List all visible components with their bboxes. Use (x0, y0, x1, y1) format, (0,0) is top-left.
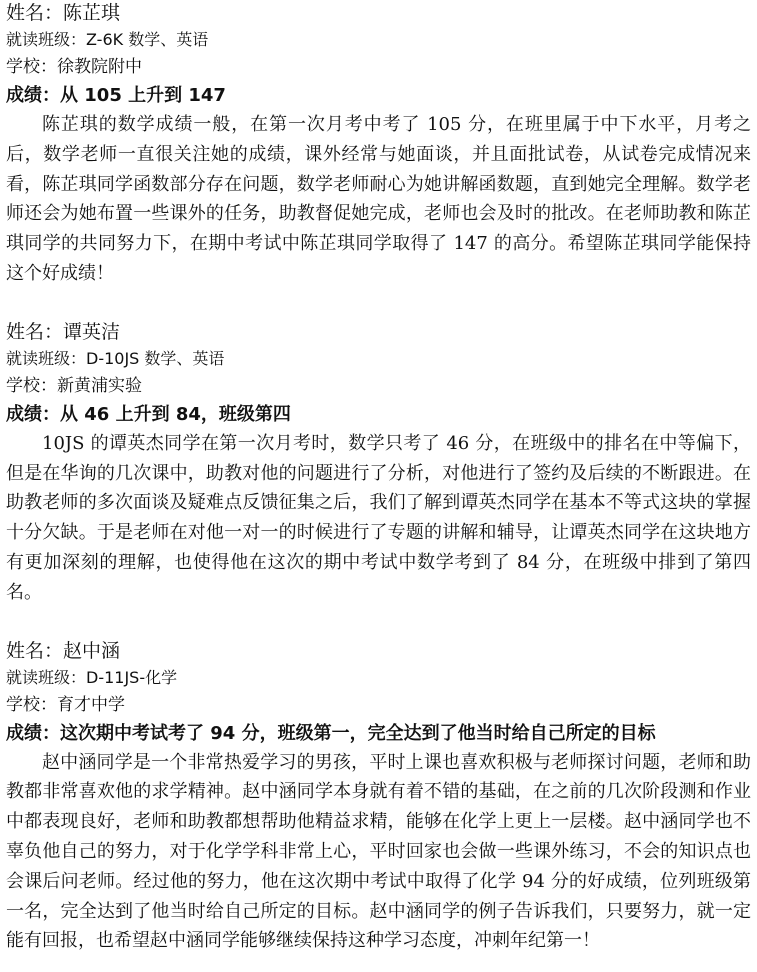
student-score: 成绩：从 46 上升到 84，班级第四 (6, 403, 291, 425)
student-record-2 (6, 319, 751, 608)
spacer (6, 608, 751, 638)
student-paragraph: 10JS 的谭英杰同学在第一次月考时，数学只考了 46 分，在班级中的排名在中等偏下，但是在华询的几次课中，助教对他的问题进行了分析，对他进行了签约及后续的不断跟进。在助教老师的多次面谈及疑难点反馈征集之后，我们了解到谭英杰同学在基本不等式这块的掌握十分欠缺。于是老师在对他一对一的时候进行了专题的讲解和辅导，让谭英杰同学在这块地方有更加深刻的理解，也使得他在这次的期中考试中数学考到了 84 分，在班级中排到了第四名。 (6, 432, 751, 603)
student-name: 姓名：谭英洁 (6, 320, 121, 343)
student-score: 成绩：从 105 上升到 147 (6, 85, 226, 106)
student-school: 学校：徐教院附中 (6, 57, 142, 77)
student-name: 姓名：陈芷琪 (6, 2, 121, 24)
student-paragraph: 陈芷琪的数学成绩一般，在第一次月考中考了 105 分，在班里属于中下水平，月考之后，数学老师一直很关注她的成绩，课外经常与她面谈，并且面批试卷，从试卷完成情况来看，陈芷琪同学函数部分存在问题，数学老师耐心为她讲解函数题，直到她完全理解。数学老师还会为她布置一些课外的任务，助教督促她完成，老师也会及时的批改。在老师助教和陈芷琪同学的共同努力下，在期中考试中陈芷琪同学取得了 147 的高分。希望陈芷琪同学能保持这个好成绩！ (6, 114, 751, 284)
student-class: 就读班级：D-10JS 数学、英语 (6, 348, 225, 368)
student-record-3 (6, 638, 751, 957)
spacer (6, 289, 751, 319)
student-class: 就读班级：D-11JS-化学 (6, 667, 178, 687)
student-class: 就读班级：Z-6K 数学、英语 (6, 30, 209, 49)
student-school: 学校：新黄浦实验 (6, 375, 142, 396)
student-record-1 (6, 0, 751, 289)
student-name: 姓名：赵中涵 (6, 639, 121, 662)
student-score: 成绩：这次期中考试考了 94 分，班级第一，完全达到了他当时给自己所定的目标 (6, 722, 656, 744)
student-paragraph: 赵中涵同学是一个非常热爱学习的男孩，平时上课也喜欢积极与老师探讨问题，老师和助教都非常喜欢他的求学精神。赵中涵同学本身就有着不错的基础，在之前的几次阶段测和作业中都表现良好，老师和助教都想帮助他精益求精，能够在化学上更上一层楼。赵中涵同学也不辜负他自己的努力，对于化学学科非常上心，平时回家也会做一些课外练习，不会的知识点也会课后问老师。经过他的努力，他在这次期中考试中取得了化学 94 分的好成绩，位列班级第一名，完全达到了他当时给自己所定的目标。赵中涵同学的例子告诉我们，只要努力，就一定能有回报，也希望赵中涵同学能够继续保持这种学习态度，冲刺年纪第一！ (6, 751, 751, 952)
student-school: 学校：育才中学 (6, 694, 125, 715)
